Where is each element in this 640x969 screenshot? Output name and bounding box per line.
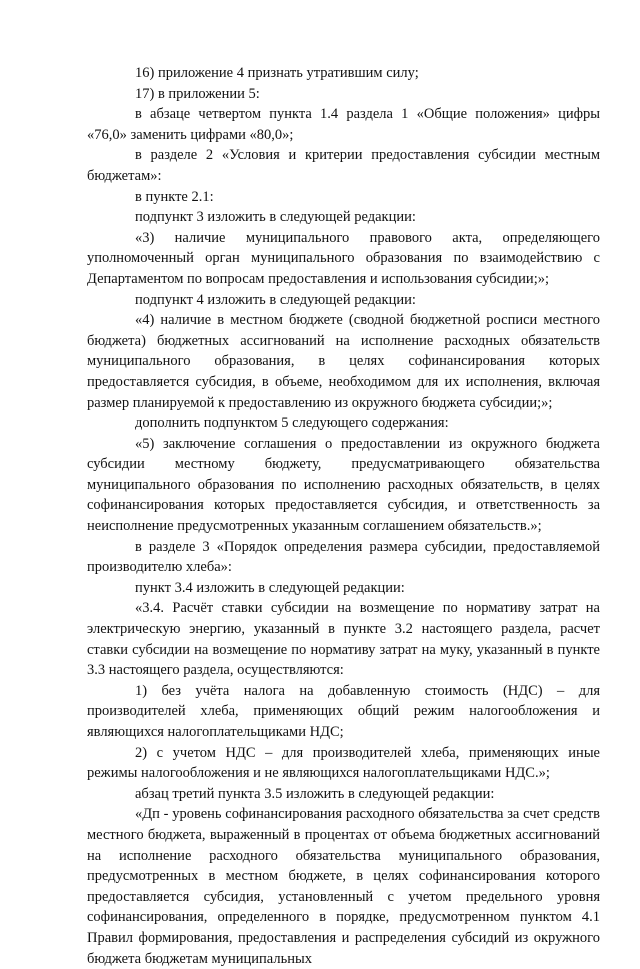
document-body bbox=[87, 63, 600, 969]
paragraph-subclause5-text: «5) заключение соглашения о предоставлении из окружного бюджета субсидии местному бюджету, предусматривающего обязательства муниципального образования по исполнению расходных обязательств, в целях софинансирования которых предоставляется субсидия, и ответственность за неисполнение предусмотренных указанным соглашением обязательств.»; bbox=[87, 435, 600, 535]
paragraph-clause-2-1: в пункте 2.1: bbox=[135, 188, 214, 205]
paragraph-subclause5-intro: дополнить подпунктом 5 следующего содержания: bbox=[135, 415, 449, 432]
paragraph-clause-3-4-item1: 1) без учёта налога на добавленную стоимость (НДС) – для производителей хлеба, применяющих общий режим налогообложения и являющихся налогоплательщиками НДС; bbox=[87, 682, 600, 740]
paragraph-clause-3-4-item2: 2) с учетом НДС – для производителей хлеба, применяющих иные режимы налогообложения и не являющихся налогоплательщиками НДС.»; bbox=[87, 744, 600, 782]
paragraph-subclause4-intro: подпункт 4 изложить в следующей редакции: bbox=[135, 291, 416, 308]
paragraph-clause-3-5-text: «Дп - уровень софинансирования расходного обязательства за счет средств местного бюджета, выраженный в процентах от объема бюджетных ассигнований на исполнение расходного обязательства муниципального образования, предусмотренных в местном бюджете, в целях софинансирования которого предоставляется субсидия, установленный с учетом предельного уровня софинансирования, определенного в порядке, предусмотренном пунктом 4.1 Правил формирования, предоставления и распределения субсидий из окружного бюджета бюджетам муниципальных bbox=[87, 806, 600, 967]
paragraph-section1-change: в абзаце четвертом пункта 1.4 раздела 1 «Общие положения» цифры «76,0» заменить цифрами «80,0»; bbox=[87, 106, 600, 143]
paragraph-clause-3-4-text: «3.4. Расчёт ставки субсидии на возмещение по нормативу затрат на электрическую энергию, указанный в пункте 3.2 настоящего раздела, расчет ставки субсидии на возмещение по нормативу затрат на муку, указанный в пункте 3.3 настоящего раздела, осуществляются: bbox=[87, 600, 600, 679]
paragraph-section2-heading: в разделе 2 «Условия и критерии предоставления субсидии местным бюджетам»: bbox=[87, 147, 600, 184]
paragraph-item-16: 16) приложение 4 признать утратившим силу; bbox=[135, 65, 419, 81]
paragraph-subclause3-intro: подпункт 3 изложить в следующей редакции: bbox=[135, 209, 416, 226]
paragraph-item-17: 17) в приложении 5: bbox=[135, 85, 260, 102]
paragraph-clause-3-4-intro: пункт 3.4 изложить в следующей редакции: bbox=[135, 579, 405, 596]
paragraph-subclause4-text: «4) наличие в местном бюджете (сводной бюджетной росписи местного бюджета) бюджетных ассигнований на исполнение расходных обязательств муниципального образования, в целях софинансирования которых предоставляется субсидия, в объеме, необходимом для их исполнения, включая размер планируемой к предоставлению из окружного бюджета субсидии;»; bbox=[87, 312, 600, 411]
paragraph-clause-3-5-intro: абзац третий пункта 3.5 изложить в следующей редакции: bbox=[135, 785, 495, 802]
paragraph-subclause3-text: «3) наличие муниципального правового акта, определяющего уполномоченный орган муниципального образования по взаимодействию с Департаментом по вопросам предоставления и использования субсидии;»; bbox=[87, 229, 600, 287]
paragraph-section3-heading: в разделе 3 «Порядок определения размера субсидии, предоставляемой производителю хлеба»: bbox=[87, 538, 600, 576]
